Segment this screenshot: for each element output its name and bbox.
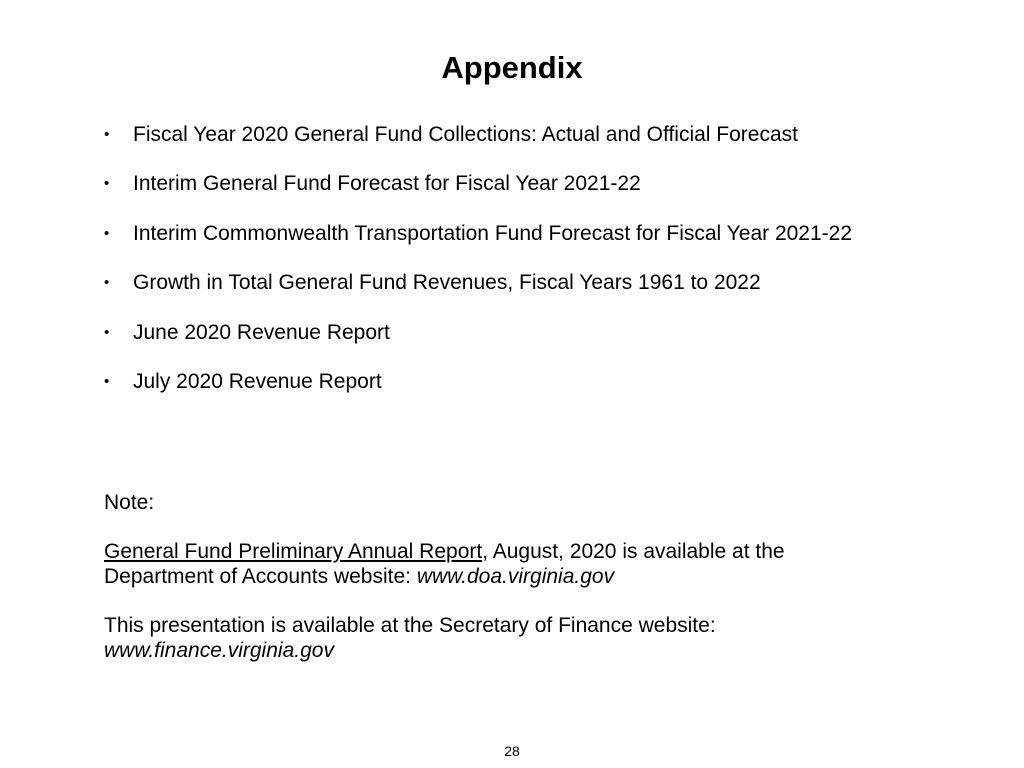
bullet-icon: • — [104, 224, 110, 242]
spacer — [104, 515, 785, 539]
list-item-text: Interim Commonwealth Transportation Fund Forecast for Fiscal Year 2021-22 — [133, 221, 853, 245]
report-website-line — [104, 564, 785, 589]
note-label: Note: — [104, 491, 155, 514]
note-section — [104, 490, 785, 663]
report-availability — [104, 539, 785, 564]
bullet-icon: • — [104, 274, 110, 292]
doa-website-url: www.doa.virginia.gov — [416, 565, 615, 588]
page-number: 28 — [504, 743, 520, 759]
report-website-text: Department of Accounts website: — [104, 565, 417, 588]
bullet-icon: • — [104, 175, 110, 193]
bullet-icon: • — [104, 126, 110, 143]
report-title: General Fund Preliminary Annual Report — [104, 540, 483, 563]
report-availability-text: , August, 2020 is available at the — [482, 540, 785, 563]
spacer — [104, 589, 785, 613]
presentation-availability: This presentation is available at the Secretary of Finance website: — [104, 614, 716, 637]
list-item-text: Interim General Fund Forecast for Fiscal Year 2021-22 — [133, 172, 641, 196]
bullet-icon: • — [104, 323, 110, 341]
finance-website-url: www.finance.virginia.gov — [104, 639, 334, 662]
list-item-text: Growth in Total General Fund Revenues, Fiscal Years 1961 to 2022 — [133, 271, 761, 295]
list-item-text: July 2020 Revenue Report — [133, 369, 382, 393]
bullet-icon: • — [104, 372, 110, 390]
slide-title: Appendix — [441, 50, 583, 85]
list-item-text: Fiscal Year 2020 General Fund Collections: Actual and Official Forecast — [133, 123, 798, 146]
list-item-text: June 2020 Revenue Report — [133, 320, 390, 344]
